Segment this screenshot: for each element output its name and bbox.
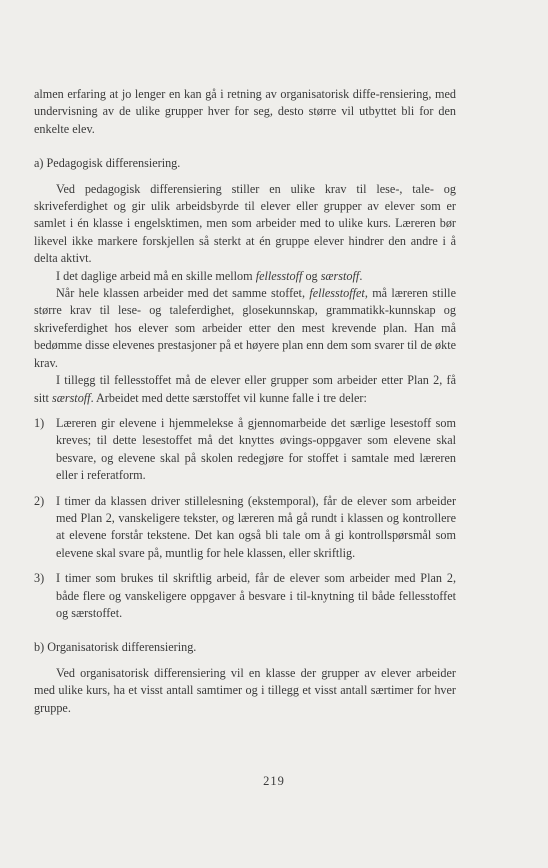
heading-organisatorisk: b) Organisatorisk differensiering. [34, 640, 197, 655]
list-item [34, 493, 456, 563]
text-segment: Når hele klassen arbeider med det samme stoffet, [56, 286, 310, 301]
text-segment: I tillegg til fellesstoffet må de elever eller grupper som arbeider etter Plan 2, få sitt [34, 373, 456, 405]
term-saerstoff: særstoff [320, 268, 360, 283]
term-saerstoff: særstoff [51, 390, 91, 405]
text-segment: , må læreren stille større krav til lese- og taleferdighet, glosekunnskap, grammatikk-kunnskap og skriveferdighet hos elever som arbeider etter den mest krevende plan. Han må bedømme disse elevenes prestasjoner på et høyere plan enn dem som svarer til de økte krav. [34, 286, 456, 370]
term-fellesstoffet: fellesstoffet [309, 286, 365, 301]
paragraph-intro: almen erfaring at jo lenger en kan gå i retning av organisatorisk diffe-rensiering, med undervisning av de ulike grupper hver for seg, desto større vil utbyttet bli for den enkelte elev. [34, 87, 456, 136]
list-number: 2) [34, 493, 45, 508]
list-item [34, 415, 456, 485]
text-segment: . [359, 268, 363, 283]
list-text: Læreren gir elevene i hjemmelekse å gjennomarbeide det særlige lesestoff som kreves; til dette lesestoffet må det knyttes øvings-oppgaver som elevene skal besvare, og elevene skal på skolen redegjøre for stoffet i samtale med læreren eller i referatform. [56, 415, 456, 483]
text-segment: I det daglige arbeid må en skille mellom [56, 268, 256, 283]
text-segment: og [302, 268, 321, 283]
paragraph-fellesstoff-saerstoff [34, 268, 456, 285]
heading-pedagogisk: a) Pedagogisk differensiering. [34, 156, 181, 171]
term-fellesstoff: fellesstoff [255, 268, 303, 283]
paragraph-organisatorisk: Ved organisatorisk differensiering vil en klasse der grupper av elever arbeider med ulike kurs, ha et visst antall samtimer og i tillegg et visst antall særtimer for hver gruppe. [34, 665, 456, 715]
list-number: 1) [34, 415, 45, 430]
list-text: I timer som brukes til skriftlig arbeid, får de elever som arbeider med Plan 2, både flere og vanskeligere oppgaver å besvare i til-knytning til både fellesstoffet og særstoffet. [56, 571, 456, 620]
list-item [34, 570, 456, 622]
text-segment: . Arbeidet med dette særstoffet vil kunne falle i tre deler: [90, 390, 367, 405]
paragraph-tillegg [34, 372, 456, 407]
paragraph-hele-klassen [34, 285, 456, 372]
list-text: I timer da klassen driver stillelesning (ekstemporal), får de elever som arbeider med Plan 2, vanskeligere tekster, og læreren må gå rundt i klassen og kontrollere at elevene forstår tekstene. Det kan også bli tale om å gi kontrollspørsmål som elevene skal svare på, muntlig for hele klassen, eller skriftlig. [56, 493, 456, 560]
list-number: 3) [34, 571, 45, 586]
page-number: 219 [263, 774, 285, 788]
page-body [34, 86, 456, 717]
paragraph-pedagogisk: Ved pedagogisk differensiering stiller en ulike krav til lese-, tale- og skriveferdighet og gir ulik arbeidsbyrde til elever eller grupper av elever som er samlet i én klasse i engelsktimen, men som arbeider med to ulike kurs. Læreren bør likevel ikke markere forskjellen så sterkt at én gruppe elever hindrer den andre i å delta aktivt. [34, 181, 456, 266]
